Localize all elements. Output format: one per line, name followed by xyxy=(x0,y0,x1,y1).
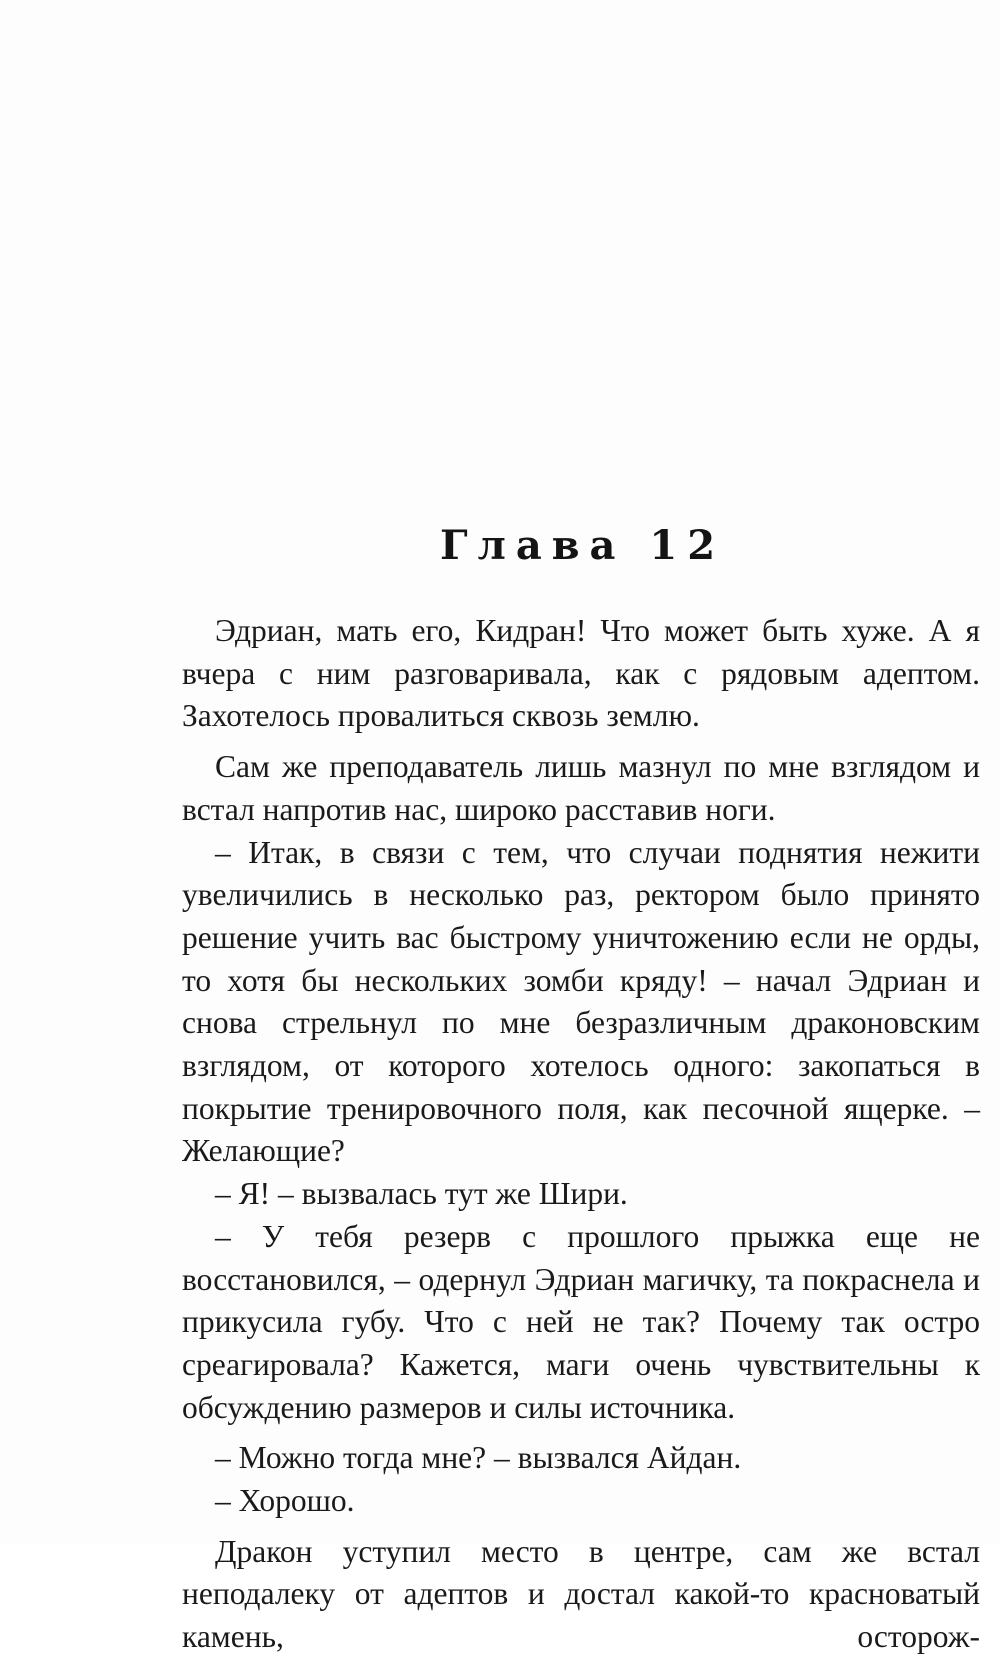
paragraph: Эдриан, мать его, Кидран! Что может быть хуже. А я вчера с ним разговаривала, как с рядовым адептом. Захотелось провалиться сквозь землю. xyxy=(182,613,980,734)
paragraph: – Можно тогда мне? – вызвался Айдан. xyxy=(215,1440,742,1476)
paragraph: – Хорошо. xyxy=(215,1483,355,1519)
chapter-text xyxy=(182,610,980,1659)
paragraph: Дракон уступил место в центре, сам же встал неподалеку от адептов и достал какой-то красноватый камень, осторож- xyxy=(182,1533,980,1655)
paragraph: – Я! – вызвалась тут же Шири. xyxy=(215,1176,628,1212)
paragraph: – Итак, в связи с тем, что случаи поднятия нежити увеличились в несколько раз, ректором было принято решение учить вас быстрому уничтожению если не орды, то хотя бы нескольких зомби кряду! – начал Эдриан и снова стрельнул по мне безразличным драконовским взглядом, от которого хотелось одного: закопаться в покрытие тренировочного поля, как песочной ящерке. – Желающие? xyxy=(182,834,980,1169)
chapter-title: Глава 12 xyxy=(440,522,726,569)
paragraph: Сам же преподаватель лишь мазнул по мне взглядом и встал напротив нас, широко расставив ноги. xyxy=(182,749,980,827)
paragraph: – У тебя резерв с прошлого прыжка еще не восстановился, – одернул Эдриан магичку, та покраснела и прикусила губу. Что с ней не так? Почему так остро среагировала? Кажется, маги очень чувствительны к обсуждению размеров и силы источника. xyxy=(182,1218,980,1425)
